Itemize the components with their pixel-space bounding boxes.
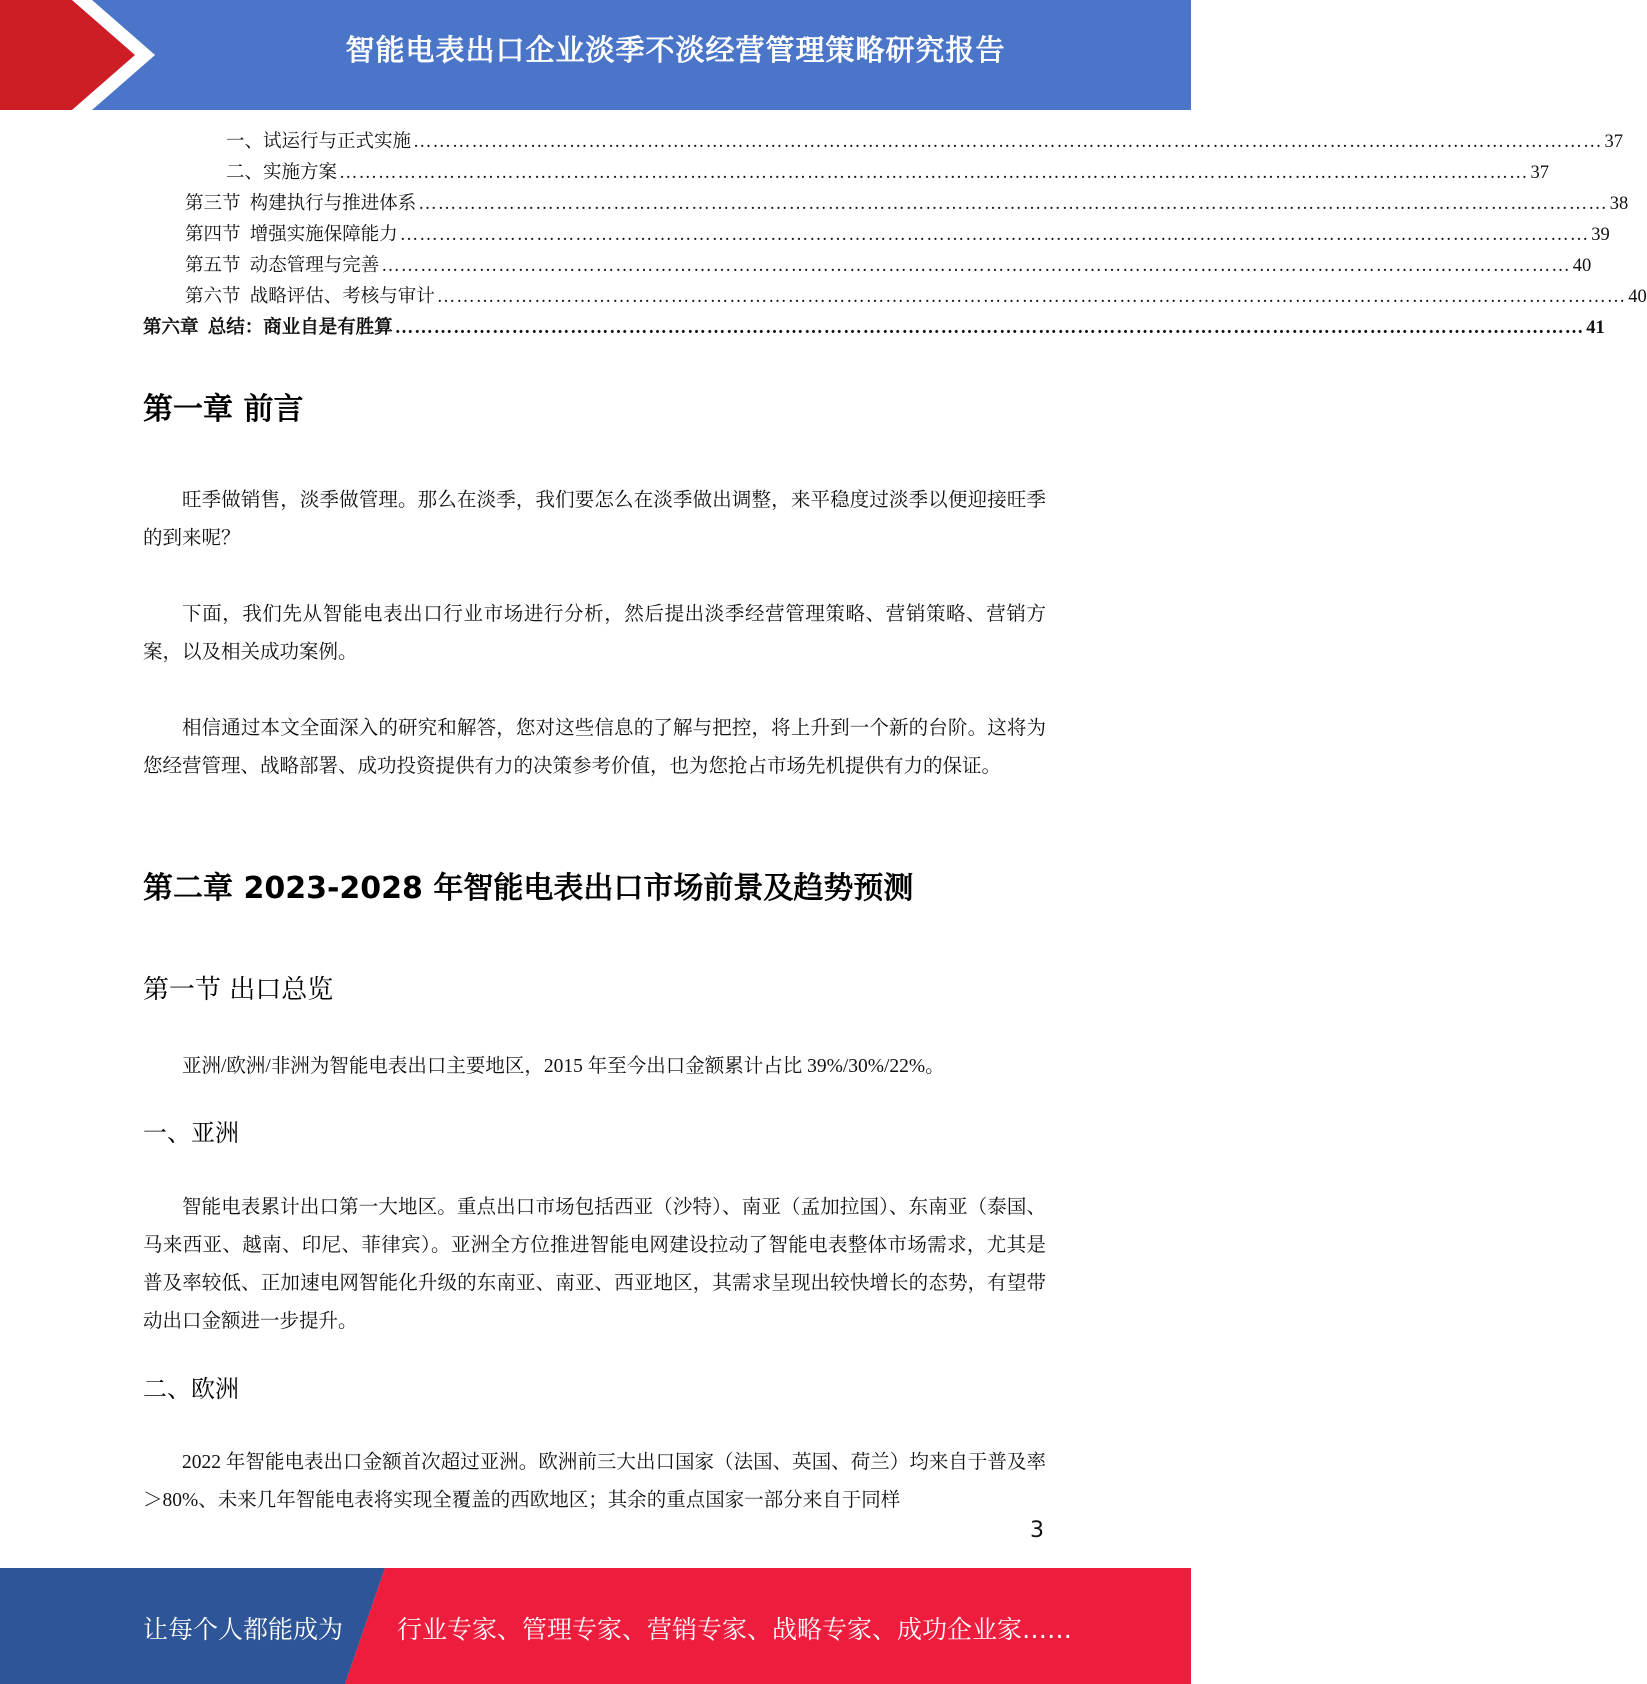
toc-leader: ………………………………………………………………………………………………………………………………………………………………… [399,225,1590,245]
paragraph: 相信通过本文全面深入的研究和解答，您对这些信息的了解与把控，将上升到一个新的台阶。这将为您经营管理、战略部署、成功投资提供有力的决策参考价值，也为您抢占市场先机提供有力的保证。 [143,718,1046,777]
paragraph: 旺季做销售，淡季做管理。那么在淡季，我们要怎么在淡季做出调整，来平稳度过淡季以便迎接旺季的到来呢？ [143,490,1046,549]
toc-leader: ………………………………………………………………………………………………………………………………………………………………… [381,256,1571,276]
toc-entry-page: 39 [1591,225,1610,245]
toc-entry-page: 40 [1572,256,1592,276]
toc-entry[interactable] [143,314,1605,342]
toc-entry-label: 第三节 构建执行与推进体系 [185,194,417,214]
paragraph: 2022 年智能电表出口金额首次超过亚洲。欧洲前三大出口国家（法国、英国、荷兰）均来自于普及率＞80%、未来几年智能电表将实现全覆盖的西欧地区；其余的重点国家一部分来自于同样 [143,1452,1046,1511]
toc-entry[interactable] [185,221,1610,249]
page-number: 3 [1030,1518,1044,1543]
toc-entry[interactable] [185,190,1629,218]
toc-leader: ………………………………………………………………………………………………………………………………………………………………… [436,287,1627,307]
toc-entry-page: 38 [1609,194,1629,214]
page-header [0,0,1191,110]
footer-slogan-left: 让每个人都能成为 [143,1615,344,1644]
toc-entry-label: 第六章 总结：商业自是有胜算 [143,318,393,338]
report-title: 智能电表出口企业淡季不淡经营管理策略研究报告 [345,33,1006,67]
toc-leader: ………………………………………………………………………………………………………………………………………………………………… [413,132,1603,152]
toc-entry-page: 41 [1586,318,1605,338]
page-footer [0,1568,1191,1684]
toc-entry-label: 二、实施方案 [226,163,338,183]
footer-slogan-right: 行业专家、管理专家、营销专家、战略专家、成功企业家…… [397,1615,1073,1644]
toc-leader: ………………………………………………………………………………………………………………………………………………………………… [394,318,1585,338]
toc-entry-label: 一、试运行与正式实施 [226,132,412,152]
paragraph: 亚洲/欧洲/非洲为智能电表出口主要地区，2015 年至今出口金额累计占比 39%/30%/22%。 [182,1056,945,1077]
toc-entry-page: 37 [1604,132,1624,152]
toc-entry[interactable] [226,128,1624,156]
toc-entry[interactable] [226,159,1550,187]
toc-entry-page: 37 [1530,163,1550,183]
toc-entry[interactable] [185,252,1592,280]
header-arrow-decoration [0,0,160,110]
toc-leader: ………………………………………………………………………………………………………………………………………………………………… [339,163,1529,183]
paragraph: 下面，我们先从智能电表出口行业市场进行分析，然后提出淡季经营管理策略、营销策略、营销方案，以及相关成功案例。 [143,604,1046,663]
toc-entry-label: 第五节 动态管理与完善 [185,256,380,276]
toc-entry-page: 40 [1628,287,1647,307]
toc-leader: ………………………………………………………………………………………………………………………………………………………………… [418,194,1608,214]
paragraph: 智能电表累计出口第一大地区。重点出口市场包括西亚（沙特）、南亚（孟加拉国）、东南亚（泰国、马来西亚、越南、印尼、菲律宾）。亚洲全方位推进智能电网建设拉动了智能电表整体市场需求，尤其是普及率较低、正加速电网智能化升级的东南亚、南亚、西亚地区，其需求呈现出较快增长的态势，有望带动出口金额进一步提升。 [143,1197,1046,1332]
toc-entry[interactable] [185,283,1647,311]
toc-entry-label: 第六节 战略评估、考核与审计 [185,287,435,307]
chapter-heading: 第一章 前言 [143,392,304,427]
subsection-heading: 二、欧洲 [143,1375,239,1403]
subsection-heading: 一、亚洲 [143,1119,239,1147]
toc-entry-label: 第四节 增强实施保障能力 [185,225,398,245]
section-heading: 第一节 出口总览 [143,975,334,1005]
chapter-heading: 第二章 2023-2028 年智能电表出口市场前景及趋势预测 [143,871,914,906]
